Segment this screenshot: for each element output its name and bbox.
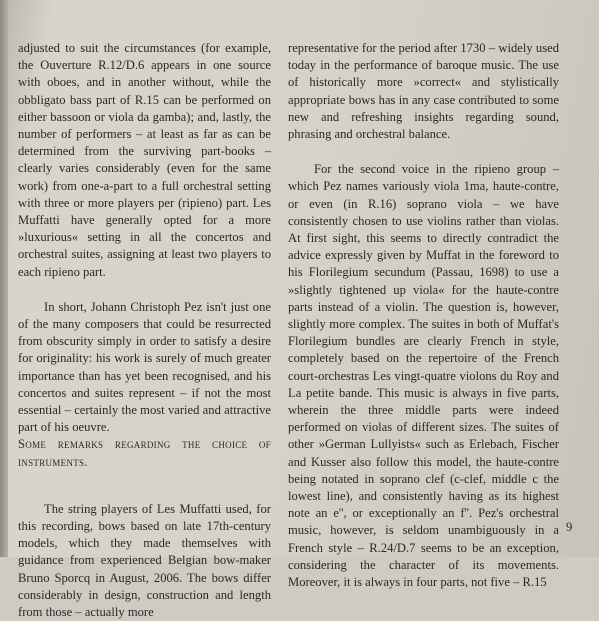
right-column xyxy=(288,40,559,591)
left-paragraph-3: The string players of Les Muffatti used, for this recording, bows based on late 17th-century models, which they made themselves with guidance from experienced Belgian bow-maker Bruno Sporcq in August, 2006. The bows differ considerably in design, construction and length from those – actually more xyxy=(18,501,271,620)
page-number: 9 xyxy=(566,520,573,534)
page-fold-shadow xyxy=(0,0,8,557)
left-paragraph-1: adjusted to suit the circumstances (for example, the Ouverture R.12/D.6 appears in one source with oboes, and in another without, while the obbligato bass part of R.15 can be performed on either bassoon or viola da gamba); and, lastly, the number of performers – at least as far as can be determined from the surviving part-books – clearly varies considerably (even for the same work) from one-a-part to a full orchestral setting with three or more players per (ripieno) part. Les Muffatti have generally opted for a more »luxurious« setting in all the concertos and orchestral suites, assigning at least two players to each ripieno part. xyxy=(18,41,271,279)
right-paragraph-1: representative for the period after 1730 – widely used today in the performance of baroque music. The use of historically more »correct« and stylistically appropriate bows has in any case contributed to some new and refreshing insights regarding sound, phrasing and orchestral balance. xyxy=(288,41,559,142)
left-column xyxy=(18,40,271,621)
section-heading: Some remarks regarding the choice of instruments. xyxy=(18,437,271,469)
left-paragraph-2: In short, Johann Christoph Pez isn't just one of the many composers that could be resurrected from obscurity simply in order to satisfy a desire for originality: his work is surely of much greater importance than has yet been recognised, and his concertos and suites represent – if not the most essential – certainly the most varied and attractive part of his oeuvre. xyxy=(18,299,271,435)
right-paragraph-2: For the second voice in the ripieno group – which Pez names variously viola 1ma, haute-contre, or even (in R.16) soprano viola – we have consistently chosen to use violins rather than violas. At first sight, this seems to directly contradict the advice expressly given by Muffat in the foreword to his Florilegium secundum (Passau, 1698) to use a »slightly tightened up viola« for the haute-contre parts instead of a violin. The question is, however, slightly more complex. The suites in both of Muffat's Florilegium bundles are clearly French in style, completely based on the repertoire of the French court-orchestras Les vingt-quatre violons du Roy and La petite bande. This music is always in five parts, wherein the three middle parts were indeed performed on violas of different sizes. The suites of other »German Lullyists« such as Erlebach, Fischer and Kusser also follow this model, the haute-contre being notated in soprano clef (c-clef, middle c the lowest line), and consistently having as its highest note an e'', or exceptionally an f''. Pez's orchestral music, however, is seldom unambiguously in a French style – R.24/D.7 seems to be an exception, considering the character of its movements. Moreover, it is always in four parts, not five – R.15 xyxy=(288,162,559,590)
